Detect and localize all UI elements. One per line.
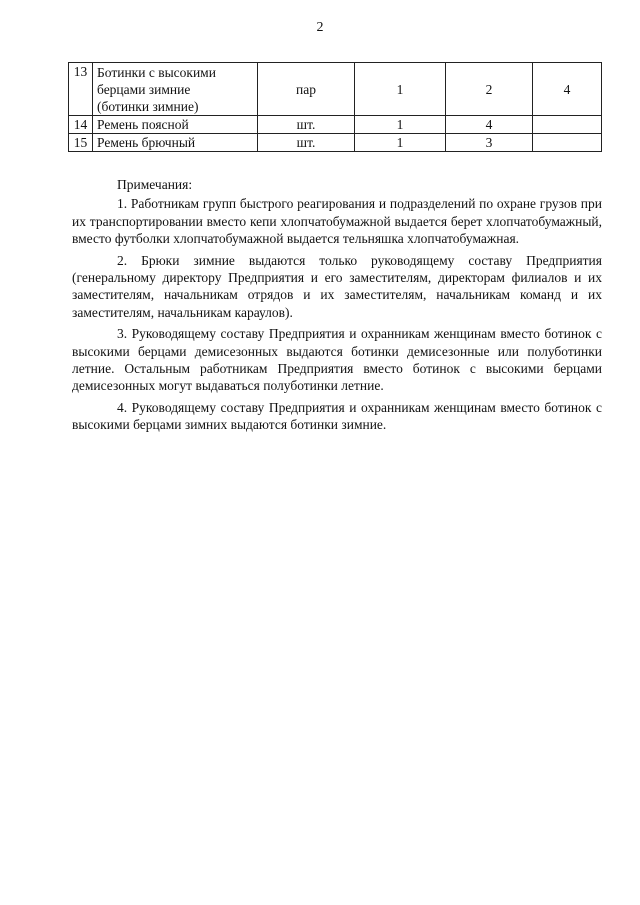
item-name [93,134,258,152]
item-name-line: (ботинки зимние) [97,98,199,114]
quantity-cell [533,116,602,134]
item-name-line: Ремень брючный [97,135,196,150]
notes-section [72,176,602,438]
note-item: 2. Брюки зимние выдаются только руководящему составу Предприятия (генеральному директору Предприятия и его заместителям, директорам филиалов и их заместителям, начальникам отрядов и их заместителям, начальникам команд и их заместителям, начальникам караулов). [72,252,602,320]
item-name [93,63,258,116]
unit-cell: пар [258,63,355,116]
item-name-line: Ремень поясной [97,117,189,132]
unit-cell: шт. [258,116,355,134]
quantity-cell: 1 [355,134,446,152]
quantity-cell: 1 [355,116,446,134]
item-name [93,116,258,134]
quantity-cell: 4 [446,116,533,134]
issue-norms-table [68,62,602,152]
note-item: 4. Руководящему составу Предприятия и охранникам женщинам вместо ботинок с высокими берцами зимних выдаются ботинки зимние. [72,399,602,433]
row-number: 15 [69,134,93,152]
quantity-cell: 1 [355,63,446,116]
note-item: 3. Руководящему составу Предприятия и охранникам женщинам вместо ботинок с высокими берцами демисезонных выдаются ботинки демисезонные или полуботинки летние. Остальным работникам Предприятия вместо ботинок с высокими берцами демисезонных могут выдаваться полуботинки летние. [72,326,602,394]
table-row [69,116,602,134]
row-number: 14 [69,116,93,134]
note-item: 1. Работникам групп быстрого реагирования и подразделений по охране грузов при их транспортировании вместо кепи хлопчатобумажной выдается берет хлопчатобумажный, вместо футболки хлопчатобумажной выдается тельняшка хлопчатобумажная. [72,196,602,247]
table-row [69,134,602,152]
notes-title: Примечания: [117,177,193,192]
quantity-cell: 3 [446,134,533,152]
quantity-cell [533,134,602,152]
quantity-cell: 4 [533,63,602,116]
quantity-cell: 2 [446,63,533,116]
table-row [69,63,602,116]
item-name-line: берцами зимние [97,81,191,97]
item-name-line: Ботинки с высокими [97,64,216,80]
unit-cell: шт. [258,134,355,152]
row-number: 13 [69,63,93,116]
page-number: 2 [316,20,324,35]
